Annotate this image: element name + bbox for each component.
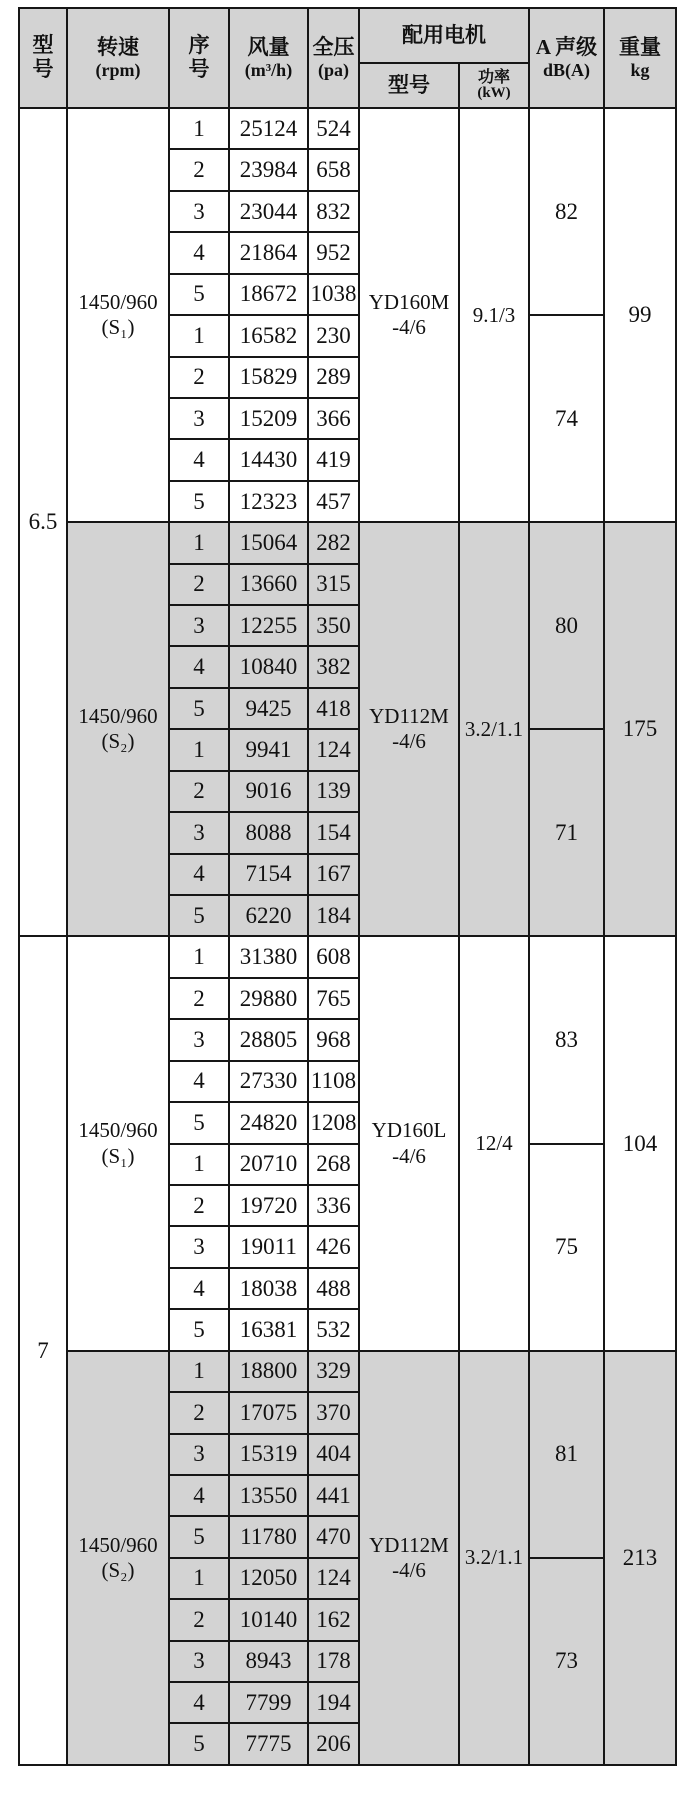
airflow-cell: 19720 xyxy=(229,1185,308,1226)
motor-model-name: YD160L xyxy=(371,1118,447,1143)
pressure-cell: 370 xyxy=(308,1392,359,1433)
noise-cell: 71 xyxy=(529,729,604,936)
airflow-cell: 7154 xyxy=(229,854,308,895)
motor-power-cell: 12/4 xyxy=(459,936,529,1350)
table-row xyxy=(19,522,676,563)
serial-cell: 1 xyxy=(169,522,229,563)
pressure-cell: 1108 xyxy=(308,1061,359,1102)
pressure-cell: 658 xyxy=(308,149,359,190)
pressure-cell: 289 xyxy=(308,357,359,398)
pressure-cell: 441 xyxy=(308,1475,359,1516)
motor-model-name: YD160M xyxy=(368,289,450,314)
pressure-cell: 832 xyxy=(308,191,359,232)
motor-model-cell xyxy=(359,522,459,936)
header-motor-model: 型号 xyxy=(359,63,459,108)
noise-cell: 73 xyxy=(529,1558,604,1765)
serial-cell: 5 xyxy=(169,1309,229,1350)
airflow-cell: 9016 xyxy=(229,771,308,812)
serial-cell: 2 xyxy=(169,1185,229,1226)
serial-cell: 5 xyxy=(169,481,229,522)
speed-cell xyxy=(67,936,169,1350)
airflow-cell: 12323 xyxy=(229,481,308,522)
weight-cell: 213 xyxy=(604,1351,676,1765)
pressure-cell: 139 xyxy=(308,771,359,812)
model-cell: 7 xyxy=(19,936,67,1765)
model-cell: 6.5 xyxy=(19,108,67,936)
airflow-cell: 23044 xyxy=(229,191,308,232)
weight-cell: 175 xyxy=(604,522,676,936)
airflow-cell: 13550 xyxy=(229,1475,308,1516)
airflow-cell: 15064 xyxy=(229,522,308,563)
airflow-cell: 8088 xyxy=(229,812,308,853)
serial-cell: 5 xyxy=(169,1723,229,1765)
airflow-cell: 31380 xyxy=(229,936,308,977)
airflow-cell: 24820 xyxy=(229,1102,308,1143)
motor-model-name: YD112M xyxy=(369,1532,449,1557)
pressure-cell: 282 xyxy=(308,522,359,563)
pressure-cell: 268 xyxy=(308,1144,359,1185)
pressure-cell: 968 xyxy=(308,1019,359,1060)
airflow-cell: 13660 xyxy=(229,564,308,605)
pressure-cell: 765 xyxy=(308,978,359,1019)
pressure-cell: 382 xyxy=(308,646,359,687)
pressure-cell: 470 xyxy=(308,1516,359,1557)
serial-cell: 4 xyxy=(169,1061,229,1102)
table-row xyxy=(19,1351,676,1392)
motor-power-cell: 3.2/1.1 xyxy=(459,522,529,936)
motor-power-cell: 3.2/1.1 xyxy=(459,1351,529,1765)
header-row-1 xyxy=(19,8,676,63)
pressure-cell: 404 xyxy=(308,1434,359,1475)
serial-cell: 2 xyxy=(169,357,229,398)
serial-cell: 5 xyxy=(169,1516,229,1557)
airflow-cell: 18672 xyxy=(229,274,308,315)
serial-cell: 4 xyxy=(169,1268,229,1309)
pressure-cell: 457 xyxy=(308,481,359,522)
speed-value: 1450/960 xyxy=(78,1532,158,1557)
serial-cell: 5 xyxy=(169,688,229,729)
motor-model-suffix: -4/6 xyxy=(392,729,426,754)
serial-cell: 2 xyxy=(169,1392,229,1433)
pressure-cell: 350 xyxy=(308,605,359,646)
pressure-cell: 124 xyxy=(308,1558,359,1599)
motor-model-cell xyxy=(359,936,459,1350)
serial-cell: 5 xyxy=(169,895,229,936)
table-row xyxy=(19,108,676,149)
pressure-cell: 1208 xyxy=(308,1102,359,1143)
airflow-cell: 15829 xyxy=(229,357,308,398)
serial-cell: 4 xyxy=(169,854,229,895)
pressure-cell: 167 xyxy=(308,854,359,895)
pressure-cell: 230 xyxy=(308,315,359,356)
pressure-cell: 154 xyxy=(308,812,359,853)
serial-cell: 2 xyxy=(169,564,229,605)
serial-cell: 2 xyxy=(169,1599,229,1640)
motor-model-suffix: -4/6 xyxy=(392,1557,426,1582)
speed-value: 1450/960 xyxy=(78,704,158,729)
airflow-cell: 15209 xyxy=(229,398,308,439)
serial-cell: 2 xyxy=(169,978,229,1019)
serial-cell: 3 xyxy=(169,191,229,232)
speed-cell xyxy=(67,108,169,522)
serial-cell: 1 xyxy=(169,1558,229,1599)
airflow-cell: 23984 xyxy=(229,149,308,190)
serial-cell: 3 xyxy=(169,1641,229,1682)
noise-cell: 74 xyxy=(529,315,604,522)
serial-cell: 2 xyxy=(169,771,229,812)
motor-model-cell xyxy=(359,1351,459,1765)
airflow-cell: 12255 xyxy=(229,605,308,646)
pressure-cell: 426 xyxy=(308,1226,359,1267)
airflow-cell: 14430 xyxy=(229,439,308,480)
serial-cell: 4 xyxy=(169,232,229,273)
airflow-cell: 21864 xyxy=(229,232,308,273)
airflow-cell: 28805 xyxy=(229,1019,308,1060)
airflow-cell: 27330 xyxy=(229,1061,308,1102)
pressure-cell: 184 xyxy=(308,895,359,936)
table-row xyxy=(19,936,676,977)
header-motor-group: 配用电机 xyxy=(359,8,529,63)
pressure-cell: 162 xyxy=(308,1599,359,1640)
fan-spec-table xyxy=(18,7,677,1766)
speed-cell xyxy=(67,522,169,936)
pressure-cell: 952 xyxy=(308,232,359,273)
airflow-cell: 18038 xyxy=(229,1268,308,1309)
airflow-cell: 6220 xyxy=(229,895,308,936)
speed-cell xyxy=(67,1351,169,1765)
serial-cell: 3 xyxy=(169,1226,229,1267)
speed-sub: (S₂) xyxy=(101,1557,135,1582)
motor-model-cell xyxy=(359,108,459,522)
airflow-cell: 7775 xyxy=(229,1723,308,1765)
pressure-cell: 366 xyxy=(308,398,359,439)
header-motor-power: 功率 (kW) xyxy=(459,63,529,108)
speed-value: 1450/960 xyxy=(78,289,158,314)
pressure-cell: 1038 xyxy=(308,274,359,315)
serial-cell: 3 xyxy=(169,398,229,439)
pressure-cell: 194 xyxy=(308,1682,359,1723)
airflow-cell: 7799 xyxy=(229,1682,308,1723)
pressure-cell: 178 xyxy=(308,1641,359,1682)
motor-model-suffix: -4/6 xyxy=(392,1143,426,1168)
serial-cell: 1 xyxy=(169,1144,229,1185)
spec-table-body xyxy=(19,108,676,1765)
pressure-cell: 419 xyxy=(308,439,359,480)
pressure-cell: 488 xyxy=(308,1268,359,1309)
serial-cell: 1 xyxy=(169,108,229,149)
noise-cell: 75 xyxy=(529,1144,604,1351)
airflow-cell: 9425 xyxy=(229,688,308,729)
airflow-cell: 8943 xyxy=(229,1641,308,1682)
airflow-cell: 25124 xyxy=(229,108,308,149)
speed-value: 1450/960 xyxy=(78,1118,158,1143)
airflow-cell: 9941 xyxy=(229,729,308,770)
serial-cell: 1 xyxy=(169,729,229,770)
airflow-cell: 11780 xyxy=(229,1516,308,1557)
table-header xyxy=(19,8,676,108)
airflow-cell: 15319 xyxy=(229,1434,308,1475)
airflow-cell: 16381 xyxy=(229,1309,308,1350)
motor-model-suffix: -4/6 xyxy=(392,315,426,340)
pressure-cell: 532 xyxy=(308,1309,359,1350)
serial-cell: 3 xyxy=(169,812,229,853)
motor-model-name: YD112M xyxy=(369,704,449,729)
serial-cell: 3 xyxy=(169,605,229,646)
noise-cell: 83 xyxy=(529,936,604,1143)
noise-cell: 81 xyxy=(529,1351,604,1558)
airflow-cell: 16582 xyxy=(229,315,308,356)
airflow-cell: 17075 xyxy=(229,1392,308,1433)
weight-cell: 99 xyxy=(604,108,676,522)
airflow-cell: 10840 xyxy=(229,646,308,687)
serial-cell: 5 xyxy=(169,1102,229,1143)
pressure-cell: 206 xyxy=(308,1723,359,1765)
serial-cell: 4 xyxy=(169,439,229,480)
serial-cell: 3 xyxy=(169,1019,229,1060)
speed-sub: (S₂) xyxy=(101,729,135,754)
airflow-cell: 19011 xyxy=(229,1226,308,1267)
serial-cell: 5 xyxy=(169,274,229,315)
pressure-cell: 524 xyxy=(308,108,359,149)
airflow-cell: 20710 xyxy=(229,1144,308,1185)
airflow-cell: 29880 xyxy=(229,978,308,1019)
pressure-cell: 329 xyxy=(308,1351,359,1392)
header-model: 型 号 xyxy=(19,8,67,108)
pressure-cell: 336 xyxy=(308,1185,359,1226)
header-serial: 序 号 xyxy=(169,8,229,108)
header-speed: 转速 (rpm) xyxy=(67,8,169,108)
noise-cell: 82 xyxy=(529,108,604,315)
header-airflow: 风量 (m³/h) xyxy=(229,8,308,108)
serial-cell: 3 xyxy=(169,1434,229,1475)
header-weight: 重量 kg xyxy=(604,8,676,108)
motor-power-cell: 9.1/3 xyxy=(459,108,529,522)
header-noise: A 声级 dB(A) xyxy=(529,8,604,108)
speed-sub: (S₁) xyxy=(101,1143,135,1168)
serial-cell: 1 xyxy=(169,315,229,356)
speed-sub: (S₁) xyxy=(101,315,135,340)
serial-cell: 4 xyxy=(169,1475,229,1516)
serial-cell: 1 xyxy=(169,1351,229,1392)
serial-cell: 1 xyxy=(169,936,229,977)
pressure-cell: 124 xyxy=(308,729,359,770)
serial-cell: 4 xyxy=(169,1682,229,1723)
airflow-cell: 10140 xyxy=(229,1599,308,1640)
pressure-cell: 418 xyxy=(308,688,359,729)
serial-cell: 2 xyxy=(169,149,229,190)
pressure-cell: 315 xyxy=(308,564,359,605)
header-pressure: 全压 (pa) xyxy=(308,8,359,108)
airflow-cell: 18800 xyxy=(229,1351,308,1392)
noise-cell: 80 xyxy=(529,522,604,729)
pressure-cell: 608 xyxy=(308,936,359,977)
weight-cell: 104 xyxy=(604,936,676,1350)
airflow-cell: 12050 xyxy=(229,1558,308,1599)
serial-cell: 4 xyxy=(169,646,229,687)
